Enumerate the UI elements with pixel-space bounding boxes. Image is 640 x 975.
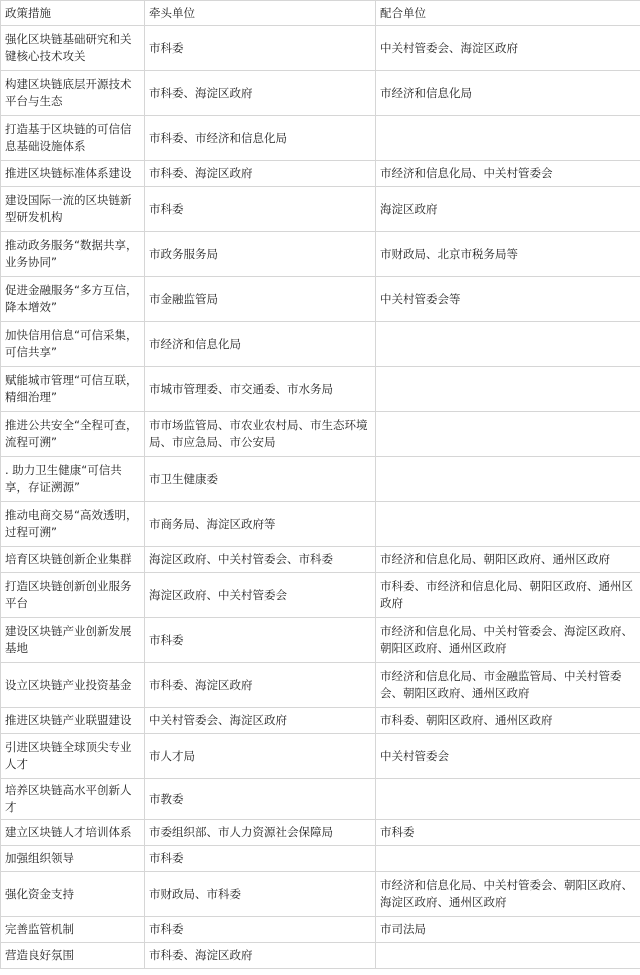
table-row <box>1 232 640 277</box>
table-row <box>1 187 640 232</box>
table-row <box>1 820 640 846</box>
lead-unit-cell: 市科委 <box>145 187 376 232</box>
lead-unit-cell: 市科委 <box>145 618 376 663</box>
support-unit-cell: 海淀区政府 <box>376 187 640 232</box>
table-row <box>1 161 640 187</box>
support-unit-cell <box>376 779 640 820</box>
policy-cell: 营造良好氛围 <box>1 943 145 969</box>
table-row <box>1 943 640 969</box>
policy-cell: 加快信用信息“可信采集，可信共享” <box>1 322 145 367</box>
policy-cell: . 助力卫生健康“可信共享，存证溯源” <box>1 457 145 502</box>
lead-unit-cell: 海淀区政府、中关村管委会 <box>145 573 376 618</box>
lead-unit-cell: 市市场监管局、市农业农村局、市生态环境局、市应急局、市公安局 <box>145 412 376 457</box>
support-unit-cell <box>376 457 640 502</box>
lead-unit-cell: 市科委、海淀区政府 <box>145 943 376 969</box>
support-unit-cell <box>376 116 640 161</box>
policy-cell: 引进区块链全球顶尖专业人才 <box>1 734 145 779</box>
lead-unit-cell: 市经济和信息化局 <box>145 322 376 367</box>
policy-cell: 赋能城市管理“可信互联，精细治理” <box>1 367 145 412</box>
table-row <box>1 708 640 734</box>
support-unit-cell: 市财政局、北京市税务局等 <box>376 232 640 277</box>
policy-cell: 打造基于区块链的可信信息基础设施体系 <box>1 116 145 161</box>
support-unit-cell: 市经济和信息化局 <box>376 71 640 116</box>
table-row <box>1 663 640 708</box>
table-row <box>1 457 640 502</box>
header-row <box>1 1 640 26</box>
lead-unit-cell: 市政务服务局 <box>145 232 376 277</box>
support-unit-cell: 市经济和信息化局、市金融监管局、中关村管委会、朝阳区政府、通州区政府 <box>376 663 640 708</box>
table-row <box>1 872 640 917</box>
table-row <box>1 277 640 322</box>
table-row <box>1 779 640 820</box>
support-unit-cell: 市经济和信息化局、中关村管委会 <box>376 161 640 187</box>
header-policy: 政策措施 <box>1 1 145 26</box>
policy-cell: 促进金融服务“多方互信，降本增效” <box>1 277 145 322</box>
table-row <box>1 412 640 457</box>
table-row <box>1 618 640 663</box>
policy-cell: 建设区块链产业创新发展基地 <box>1 618 145 663</box>
lead-unit-cell: 市科委 <box>145 26 376 71</box>
lead-unit-cell: 中关村管委会、海淀区政府 <box>145 708 376 734</box>
policy-cell: 推动电商交易“高效透明，过程可溯” <box>1 502 145 547</box>
policy-cell: 打造区块链创新创业服务平台 <box>1 573 145 618</box>
policy-cell: 构建区块链底层开源技术平台与生态 <box>1 71 145 116</box>
policy-cell: 设立区块链产业投资基金 <box>1 663 145 708</box>
support-unit-cell: 中关村管委会等 <box>376 277 640 322</box>
policy-cell: 完善监管机制 <box>1 917 145 943</box>
policy-cell: 强化区块链基础研究和关键核心技术攻关 <box>1 26 145 71</box>
lead-unit-cell: 市委组织部、市人力资源社会保障局 <box>145 820 376 846</box>
table-row <box>1 26 640 71</box>
lead-unit-cell: 市教委 <box>145 779 376 820</box>
lead-unit-cell: 市卫生健康委 <box>145 457 376 502</box>
support-unit-cell: 市科委 <box>376 820 640 846</box>
support-unit-cell <box>376 412 640 457</box>
table-body <box>1 26 640 969</box>
lead-unit-cell: 市科委 <box>145 917 376 943</box>
header-lead-unit: 牵头单位 <box>145 1 376 26</box>
table-row <box>1 116 640 161</box>
support-unit-cell <box>376 846 640 872</box>
header-support-unit: 配合单位 <box>376 1 640 26</box>
table-row <box>1 322 640 367</box>
policy-cell: 推进区块链标准体系建设 <box>1 161 145 187</box>
support-unit-cell <box>376 322 640 367</box>
support-unit-cell: 市科委、朝阳区政府、通州区政府 <box>376 708 640 734</box>
table-row <box>1 846 640 872</box>
policy-cell: 培养区块链高水平创新人才 <box>1 779 145 820</box>
table-row <box>1 71 640 116</box>
table-row <box>1 502 640 547</box>
lead-unit-cell: 海淀区政府、中关村管委会、市科委 <box>145 547 376 573</box>
support-unit-cell: 中关村管委会 <box>376 734 640 779</box>
policy-cell: 推进区块链产业联盟建设 <box>1 708 145 734</box>
support-unit-cell <box>376 502 640 547</box>
policy-cell: 加强组织领导 <box>1 846 145 872</box>
policy-cell: 培育区块链创新企业集群 <box>1 547 145 573</box>
support-unit-cell: 市经济和信息化局、朝阳区政府、通州区政府 <box>376 547 640 573</box>
table-row <box>1 734 640 779</box>
support-unit-cell: 市经济和信息化局、中关村管委会、朝阳区政府、海淀区政府、通州区政府 <box>376 872 640 917</box>
support-unit-cell: 市经济和信息化局、中关村管委会、海淀区政府、朝阳区政府、通州区政府 <box>376 618 640 663</box>
policy-cell: 推动政务服务“数据共享，业务协同” <box>1 232 145 277</box>
lead-unit-cell: 市科委、海淀区政府 <box>145 663 376 708</box>
table-row <box>1 573 640 618</box>
policy-cell: 建设国际一流的区块链新型研发机构 <box>1 187 145 232</box>
support-unit-cell: 中关村管委会、海淀区政府 <box>376 26 640 71</box>
lead-unit-cell: 市科委 <box>145 846 376 872</box>
table-row <box>1 547 640 573</box>
lead-unit-cell: 市科委、海淀区政府 <box>145 71 376 116</box>
policy-cell: 强化资金支持 <box>1 872 145 917</box>
lead-unit-cell: 市科委、海淀区政府 <box>145 161 376 187</box>
table-row <box>1 917 640 943</box>
table-row <box>1 367 640 412</box>
support-unit-cell <box>376 943 640 969</box>
support-unit-cell <box>376 367 640 412</box>
policy-cell: 推进公共安全“全程可查，流程可溯” <box>1 412 145 457</box>
lead-unit-cell: 市财政局、市科委 <box>145 872 376 917</box>
lead-unit-cell: 市人才局 <box>145 734 376 779</box>
policy-cell: 建立区块链人才培训体系 <box>1 820 145 846</box>
lead-unit-cell: 市科委、市经济和信息化局 <box>145 116 376 161</box>
lead-unit-cell: 市城市管理委、市交通委、市水务局 <box>145 367 376 412</box>
lead-unit-cell: 市商务局、海淀区政府等 <box>145 502 376 547</box>
support-unit-cell: 市科委、市经济和信息化局、朝阳区政府、通州区政府 <box>376 573 640 618</box>
lead-unit-cell: 市金融监管局 <box>145 277 376 322</box>
support-unit-cell: 市司法局 <box>376 917 640 943</box>
